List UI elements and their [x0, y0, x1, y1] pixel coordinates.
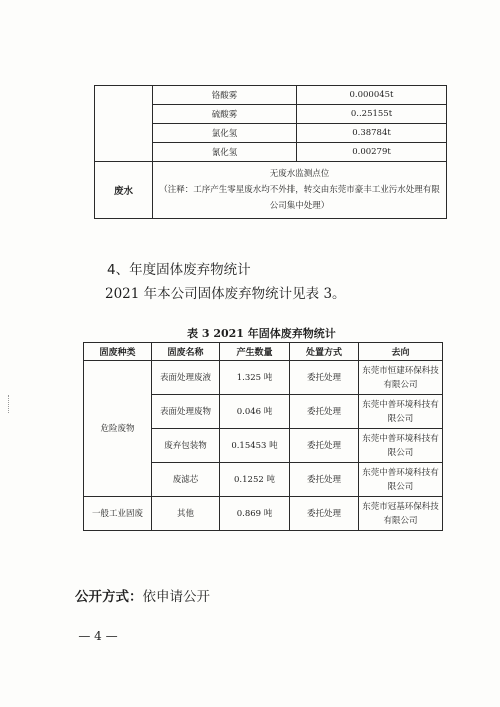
waste-quantity: 0.15453 吨 [220, 429, 290, 463]
page-number [0, 629, 500, 643]
waste-quantity: 1.325 吨 [220, 361, 290, 395]
table-row [84, 497, 443, 531]
column-header: 产生数量 [220, 343, 290, 361]
waste-name: 废滤芯 [152, 463, 220, 497]
destination: 东莞中普环境科技有限公司 [359, 395, 443, 429]
pollutant-amount: 0.38784t [297, 124, 447, 143]
pollutant-name: 氯化氢 [153, 124, 297, 143]
pollutant-amount: 0.000045t [297, 86, 447, 105]
disposal-method: 委托处理 [290, 497, 359, 531]
publish-label: 公开方式： [75, 589, 143, 605]
table-row [95, 86, 447, 105]
column-header: 固废种类 [84, 343, 152, 361]
section-intro: 2021 年本公司固体废弃物统计见表 3。 [105, 286, 346, 302]
waste-category: 危险废物 [84, 361, 152, 497]
note-line: 公司集中处理） [269, 201, 330, 211]
column-header: 去向 [359, 343, 443, 361]
page-number-text: — 4 — [78, 629, 118, 643]
waste-quantity: 0.046 吨 [220, 395, 290, 429]
wastewater-category: 废水 [95, 162, 153, 219]
destination: 东莞市恒建环保科技有限公司 [359, 361, 443, 395]
waste-quantity: 0.1252 吨 [220, 463, 290, 497]
destination: 东莞市冠基环保科技有限公司 [359, 497, 443, 531]
column-header: 固废名称 [152, 343, 220, 361]
margin-mark [8, 395, 11, 413]
publish-mode [75, 585, 210, 605]
disposal-method: 委托处理 [290, 463, 359, 497]
destination: 东莞中普环境科技有限公司 [359, 429, 443, 463]
note-line: 无废水监测点位 [269, 169, 330, 179]
waste-name: 其他 [152, 497, 220, 531]
column-header: 处置方式 [290, 343, 359, 361]
pollutant-name: 氰化氢 [153, 143, 297, 162]
pollutant-name: 硫酸雾 [153, 105, 297, 124]
destination: 东莞中普环境科技有限公司 [359, 463, 443, 497]
waste-quantity: 0.869 吨 [220, 497, 290, 531]
emissions-table [94, 85, 447, 219]
disposal-method: 委托处理 [290, 429, 359, 463]
waste-name: 废弃包装物 [152, 429, 220, 463]
waste-name: 表面处理废液 [152, 361, 220, 395]
section-title: 4、年度固体废弃物统计 [107, 262, 251, 278]
pollutant-amount: 0.00279t [297, 143, 447, 162]
table-caption: 表 3 2021 年固体废弃物统计 [187, 327, 336, 340]
table-row [84, 361, 443, 395]
solid-waste-table [83, 342, 443, 531]
pollutant-name: 铬酸雾 [153, 86, 297, 105]
disposal-method: 委托处理 [290, 395, 359, 429]
category-cell [95, 86, 153, 162]
publish-value: 依申请公开 [142, 589, 210, 605]
wastewater-row [95, 162, 447, 219]
waste-category: 一般工业固废 [84, 497, 152, 531]
wastewater-note [153, 162, 447, 219]
disposal-method: 委托处理 [290, 361, 359, 395]
note-line: （注释：工序产生零星废水均不外排，转交由东莞市豪丰工业污水处理有限 [159, 185, 440, 195]
waste-name: 表面处理废物 [152, 395, 220, 429]
table-header-row [84, 343, 443, 361]
pollutant-amount: 0..25155t [297, 105, 447, 124]
